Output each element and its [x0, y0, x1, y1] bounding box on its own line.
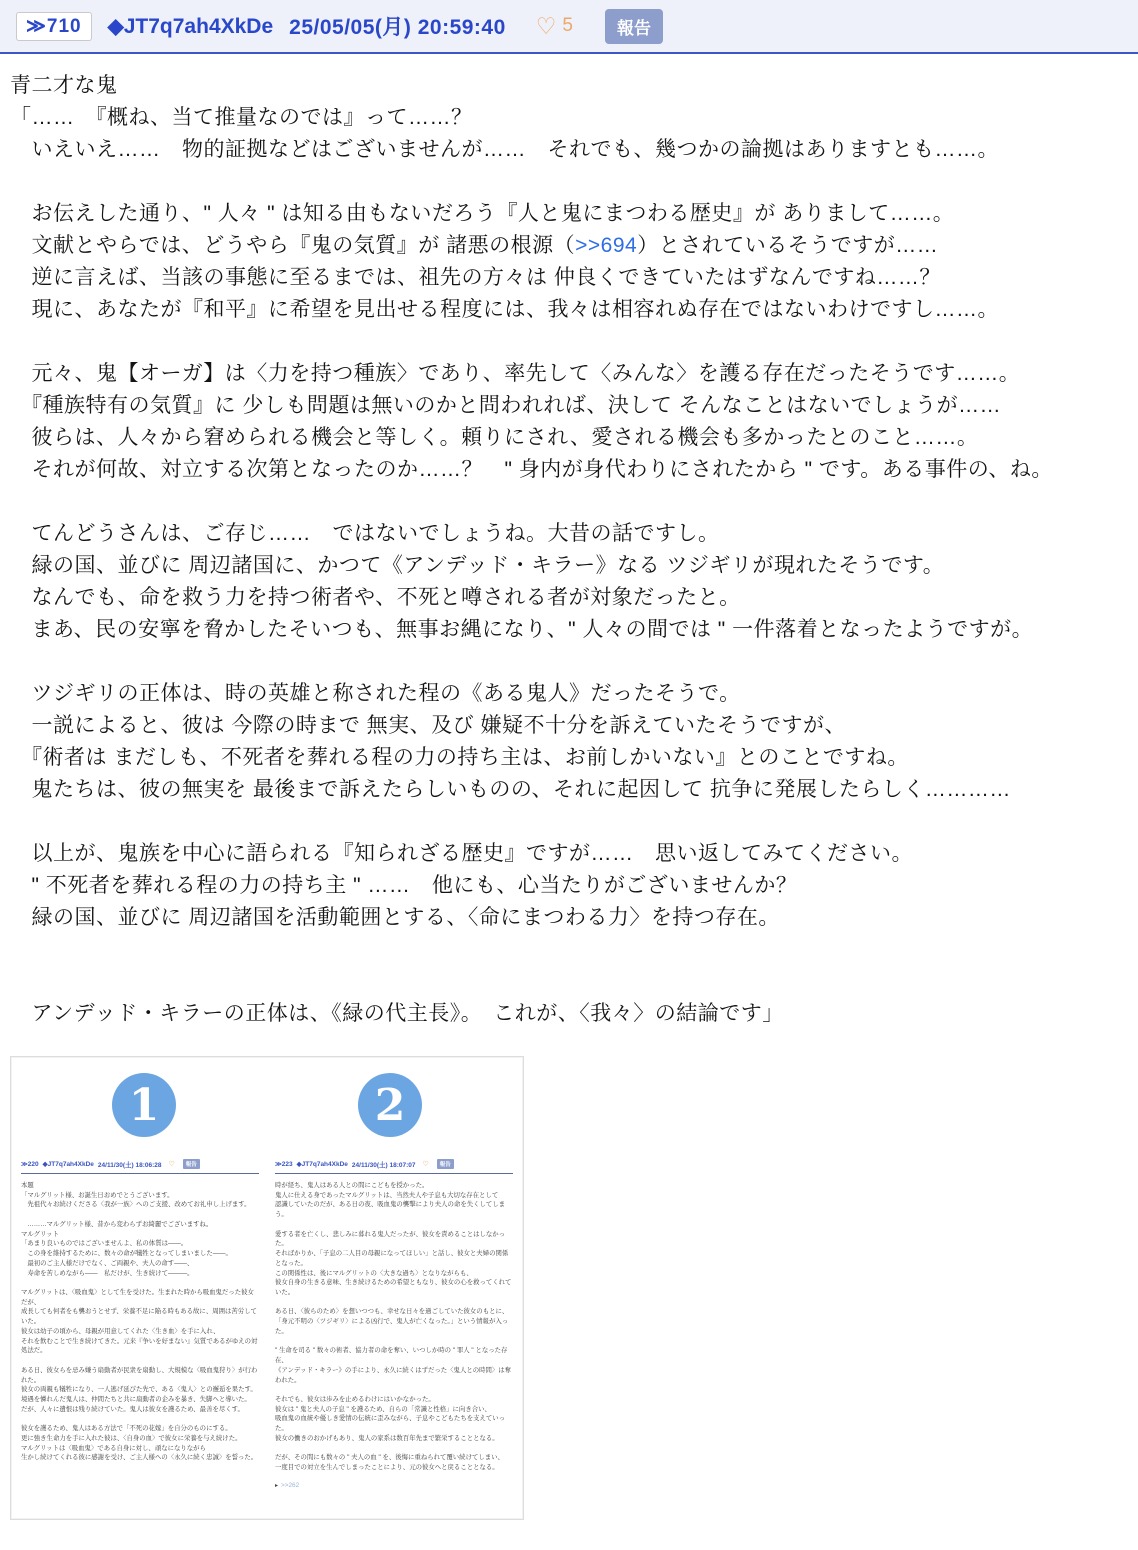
post-text-line: お伝えした通り、" 人々 " は知る由もないだろう『人と鬼にまつわる歴史』が ありまして……。	[10, 202, 955, 225]
post-text-line	[10, 646, 1126, 678]
post-text-line	[10, 166, 1126, 198]
mini-text-line: この関係性は、後にマルグリットの〈大きな過ち〉となりながらも、	[275, 1269, 473, 1277]
mini-text-line: この身を維持するために、数々の命が犠牲となってしまいました——。	[21, 1250, 232, 1258]
mini-poster-tripcode: ◆JT7q7ah4XkDe	[296, 1161, 348, 1168]
mini-text-line: 《アンデッド・キラー》の手により、永久に続くはずだった〈鬼人との時間〉は奪われた。	[275, 1366, 512, 1384]
post-text-line: それが何故、対立する次第となったのか……？ " 身内が身代わりにされたから " です。ある事件の、ね。	[10, 458, 1053, 481]
post-text-line: いえいえ…… 物的証拠などはございませんが…… それでも、幾つかの論拠はありますとも……。	[10, 138, 999, 161]
post-text-line	[10, 486, 1126, 518]
mini-text-line: 一度目での対立を生んでしまったことにより、元の彼女へと戻ることとなる。	[275, 1464, 499, 1472]
post-text-line: ツジギリの正体は、時の英雄と称された程の《ある鬼人》だったそうで。	[10, 682, 741, 705]
post-body	[0, 54, 1138, 1550]
mini-post-datetime: 24/11/30(土) 18:06:28	[97, 1161, 162, 1169]
post-number[interactable]: ≫710	[16, 12, 92, 41]
mini-text-line: ………マルグリット様、昔から変わらずお綺麗でございますね。	[21, 1220, 213, 1228]
post-header	[0, 0, 1138, 52]
mini-text-line: マルグリットは、〈吸血鬼〉として生を受けた。生まれた時から吸血鬼だった彼女だが、	[21, 1288, 254, 1306]
anchor-line-prefix: 文献とやらでは、どうやら『鬼の気質』が 諸悪の根源（	[10, 234, 576, 257]
post-text-line: 彼らは、人々から窘められる機会と等しく。頼りにされ、愛される機会も多かったとのこと……。	[10, 426, 979, 449]
post-text-line: 元々、鬼【オーガ】は〈力を持つ種族〉であり、率先して〈みんな〉を護る存在だったそうです……。	[10, 362, 1021, 385]
mini-report-button: 報告	[183, 1159, 200, 1169]
mini-text-line: 「あまり良いものではございませんよ、私の体質は——。	[21, 1240, 188, 1248]
mini-text-line	[21, 1414, 259, 1424]
post-text-block-2	[10, 262, 1126, 1030]
mini-post-2	[275, 1159, 513, 1489]
mini-text-line: 愛する者を亡くし、悲しみに暮れる鬼人だったが、彼女を責めることはしなかった。	[275, 1230, 506, 1248]
attachment-columns	[21, 1159, 513, 1489]
mini-text-line: ある日、〈彼らのため〉を想いつつも、幸せな日々を過ごしていた彼女のもとに、	[275, 1308, 509, 1316]
poster-tripcode: ◆JT7q7ah4XkDe	[107, 14, 274, 38]
heart-icon[interactable]: ♡	[535, 12, 557, 39]
like-control[interactable]	[535, 12, 573, 39]
mini-text-line: 更に強き生命力を手に入れた彼は、〈自身の血〉で彼女に栄養を与え続けた。	[21, 1434, 242, 1442]
mini-text-line: 彼女は " 鬼と夫人の子息 " を護るため、自らの「常識と性格」に向き合い、	[275, 1405, 491, 1413]
post-text-line: 『術者は まだしも、不死者を葬れる程の力の持ち主は、お前しかいない』とのことですね。	[10, 746, 909, 769]
post-text-block-1	[10, 70, 1126, 230]
report-button[interactable]: 報告	[605, 9, 663, 44]
post-text-line: 現に、あなたが『和平』に希望を見出せる程度には、我々は相容れぬ存在ではないわけですし……。	[10, 298, 999, 321]
mini-text-line: 成長しても何者をも襲おうとせず、栄養不足に陥る時もある故に、周囲は苦労していた。	[21, 1308, 257, 1326]
mini-text-line	[21, 1278, 259, 1288]
mini-text-line: 鬼人に仕える身であったマルグリットは、当然夫人や子息も大切な存在として	[275, 1191, 499, 1199]
mini-text-line: " 生命を司る " 数々の術者、協力者の命を奪い、いつしか時の " 罪人 " となった存在、	[275, 1347, 508, 1365]
mini-text-line: それでも、彼女は歩みを止めるわけにはいかなかった。	[275, 1395, 435, 1403]
post-text-line: 「…… 『概ね、当て推量なのでは』って……？	[10, 106, 473, 129]
mini-text-line: 「身元不明の〈ツジギリ〉による凶行で、鬼人が亡くなった。」という情報が入った。	[275, 1318, 509, 1335]
mini-text-line	[275, 1220, 513, 1230]
post-text-line: 緑の国、並びに 周辺諸国を活動範囲とする、〈命にまつわる力〉を持つ存在。	[10, 906, 780, 929]
post-text-line: 緑の国、並びに 周辺諸国に、かつて《アンデッド・キラー》なる ツジギリが現れたそうです。	[10, 554, 945, 577]
reply-arrow-icon: ▸	[275, 1482, 279, 1489]
mini-text-line	[21, 1210, 259, 1220]
anchor-line-suffix: ）とされているそうですが……	[637, 234, 939, 257]
post-text-line-with-anchor	[10, 230, 1126, 262]
mini-poster-tripcode: ◆JT7q7ah4XkDe	[42, 1161, 94, 1168]
post-text-line: " 不死者を葬れる程の力の持ち主 " …… 他にも、心当たりがございませんか？	[10, 874, 798, 897]
mini-post-1-header	[21, 1159, 259, 1174]
anchor-link-694[interactable]: >>694	[575, 234, 638, 257]
mini-post-1-body	[21, 1181, 259, 1463]
post-text-line: アンデッド・キラーの正体は、《緑の代主長》。 これが、〈我々〉の結論です」	[10, 1002, 784, 1025]
mini-text-line: 先祖代々お続けくださる〈我が一族〉へのご支援、改めてお礼申し上げます。	[21, 1201, 251, 1209]
mini-post-number: ≫223	[275, 1161, 293, 1168]
circled-number-1-badge: 1	[112, 1073, 176, 1137]
mini-text-line: マルグリットは〈吸血鬼〉である自身に対し、頑なになりながら	[21, 1444, 206, 1452]
mini-text-line: 彼女は幼子の頃から、母親が用意してくれた〈生き血〉を手に入れ、	[21, 1327, 220, 1335]
mini-text-line: 生かし続けてくれる彼に感謝を受け、ご主人様への〈永久に続く忠誠〉を誓った。	[21, 1454, 258, 1462]
post-text-line: 以上が、鬼族を中心に語られる『知られざる歴史』ですが…… 思い返してみてください。	[10, 842, 913, 865]
circled-number-2-badge: 2	[358, 1073, 422, 1137]
post-text-line	[10, 806, 1126, 838]
post-text-line: まあ、民の安寧を脅かしたそいつも、無事お縄になり、" 人々の間では " 一件落着となったようですが。	[10, 618, 1034, 641]
mini-text-line: 寿命を苦しめながら—— 私だけが、生き続けて———。	[21, 1269, 194, 1277]
mini-text-line	[275, 1385, 513, 1395]
mini-text-line: 時が経ち、鬼人はある人との間にこどもを授かった。	[275, 1182, 429, 1189]
post-text-line	[10, 326, 1126, 358]
mini-post-1	[21, 1159, 259, 1489]
mini-reply-link: >>262	[281, 1481, 300, 1489]
mini-text-line: 境遇を憐れんだ鬼人は、仲間たちと共に扇動者の企みを暴き、失脚へと導いた。	[21, 1396, 251, 1404]
mini-post-2-body	[275, 1181, 513, 1473]
mini-text-line: だが、その間にも数々の " 夫人の血 " を、後悔に重ねられて覆い続けてしまい、	[275, 1454, 504, 1462]
post-text-line	[10, 934, 1126, 966]
mini-text-line	[21, 1356, 259, 1366]
mini-post-datetime: 24/11/30(土) 18:07:07	[351, 1161, 416, 1169]
post-text-line: 鬼たちは、彼の無実を 最後まで訴えたらしいものの、それに起因して 抗争に発展したらしく…………	[10, 778, 1011, 801]
mini-text-line: 彼女の両親も犠牲になり、一人逃げ延びた先で、ある〈鬼人〉との邂逅を果たす。	[21, 1386, 257, 1394]
post-text-line: てんどうさんは、ご存じ…… ではないでしょうね。大昔の話ですし。	[10, 522, 720, 545]
mini-text-line	[275, 1298, 513, 1308]
mini-text-line: 彼女の働きのおかげもあり、鬼人の家系は数百年先まで繁栄することとなる。	[275, 1434, 499, 1442]
attachment-badge-row	[21, 1073, 513, 1137]
post-text-line: 一説によると、彼は 今際の時まで 無実、及び 嫌疑不十分を訴えていたそうですが、	[10, 714, 846, 737]
post-text-line: なんでも、命を救う力を持つ術者や、不死と噂される者が対象だったと。	[10, 586, 741, 609]
mini-reply-ref	[275, 1482, 513, 1489]
post-datetime: 25/05/05(月) 20:59:40	[289, 16, 506, 39]
mini-text-line: そればかりか、「子息の二人目の母親になってほしい」と話し、彼女と夫婦の関係となった。	[275, 1250, 509, 1267]
like-count: 5	[562, 15, 573, 36]
heart-icon: ♡	[422, 1161, 429, 1168]
mini-text-line: 本題	[21, 1182, 34, 1189]
post-text-line	[10, 966, 1126, 998]
mini-text-line: ある日、彼女らを忌み嫌う扇動者が民衆を扇動し、大規模な〈吸血鬼狩り〉が行われた。	[21, 1366, 258, 1384]
heart-icon: ♡	[168, 1161, 175, 1168]
mini-report-button: 報告	[437, 1159, 454, 1169]
post-text-line: 逆に言えば、当該の事態に至るまでは、祖先の方々は 仲良くできていたはずなんですね……？	[10, 266, 941, 289]
mini-text-line	[275, 1337, 513, 1347]
mini-text-line: 彼女を護るため、鬼人はある方法で「不死の花嫁」を自分のものにする。	[21, 1425, 232, 1433]
mini-text-line: 彼女自身の生きる意味、生き続けるための希望ともなり、彼女の心を救ってくれていた。	[275, 1279, 512, 1297]
mini-text-line: それを飲むことで生き続けてきた。元来『争いを好まない』気質であるがゆえの対処法だ。	[21, 1337, 258, 1355]
mini-post-number: ≫220	[21, 1161, 39, 1168]
mini-text-line: 最初のご主人様だけでなく、ご両親や、夫人の命す——、	[21, 1259, 194, 1267]
mini-text-line: 認識していたのだが、ある日の夜、吸血鬼の襲撃により夫人の命を失くしてしまう。	[275, 1201, 506, 1219]
attached-image[interactable]	[10, 1056, 524, 1520]
post-text-line: 青二才な鬼	[10, 74, 118, 97]
mini-post-2-header	[275, 1159, 513, 1174]
mini-text-line: マルグリット	[21, 1230, 59, 1238]
post-text-line: 『種族特有の気質』に 少しも問題は無いのかと問われれば、決して そんなことはないでしょうが……	[10, 394, 1002, 417]
mini-text-line	[275, 1444, 513, 1454]
mini-text-line: だが、人々に遺恨は残り続けていた。鬼人は彼女を護るため、最善を尽くす。	[21, 1405, 244, 1413]
mini-text-line: 吸血鬼の血統や優しき愛情の伝統に歪みながら、子息やこどもたちを支えていった。	[275, 1415, 506, 1433]
mini-text-line: 「マルグリット様、お誕生日おめでとうございます。	[21, 1191, 174, 1199]
